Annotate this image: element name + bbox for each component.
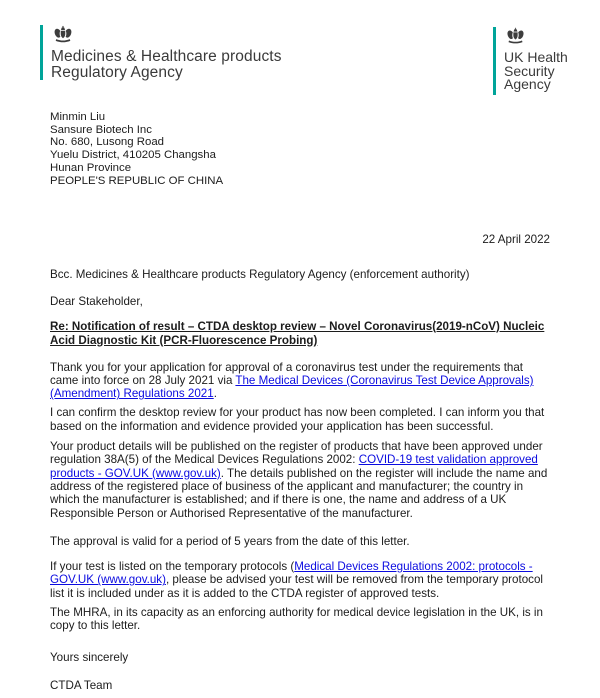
paragraph-text: . The details published on the register will include the name and address of the registered place of business of the applicant and manufacturer; the country in which the manufacturer is established; and if there is one, the name and address of a UK Responsible Person or Authorised Representative of the manufacturer.	[50, 466, 548, 520]
recipient-name: Minmin Liu	[50, 111, 106, 123]
subject-heading: Re: Notification of result – CTDA desktop review – Novel Coronavirus(2019-nCoV) Nucleic Acid Diagnostic Kit (PCR-Fluorescence Probing)	[50, 319, 545, 347]
mhra-logo-text-line1: Medicines & Healthcare products	[51, 48, 282, 65]
mhra-logo	[40, 25, 282, 80]
paragraph-register-details	[50, 440, 553, 520]
recipient-district: Yuelu District, 410205 Changsha	[50, 149, 216, 162]
ukhsa-logo-text-line3: Agency	[504, 76, 551, 92]
link-coronavirus-test-regulations[interactable]: The Medical Devices (Coronavirus Test Device Approvals) (Amendment) Regulations 2021	[50, 373, 534, 401]
royal-crest-icon	[504, 27, 527, 46]
paragraph-review-completed: I can confirm the desktop review for your product has now been completed. I can inform you that based on the information and evidence provided your application has been successful.	[50, 406, 545, 433]
signature: CTDA Team	[50, 678, 113, 692]
bcc-line: Bcc. Medicines & Healthcare products Regulatory Agency (enforcement authority)	[50, 268, 470, 281]
recipient-company: Sansure Biotech Inc	[50, 123, 152, 136]
ukhsa-logo	[493, 27, 568, 95]
salutation: Dear Stakeholder,	[50, 295, 143, 309]
paragraph-mhra-copy: The MHRA, in its capacity as an enforcing authority for medical device legislation in the UK, is in copy to this letter.	[50, 606, 543, 633]
valediction: Yours sincerely	[50, 650, 129, 664]
letter-date: 22 April 2022	[482, 233, 550, 246]
paragraph-temporary-protocols	[50, 560, 553, 600]
recipient-address-block	[50, 111, 223, 187]
paragraph-application-thanks	[50, 361, 553, 401]
mhra-logo-text-line2: Regulatory Agency	[51, 63, 183, 81]
paragraph-approval-validity: The approval is valid for a period of 5 years from the date of this letter.	[50, 534, 410, 548]
ukhsa-logo-text-line1: UK Health	[504, 49, 568, 65]
link-approved-products-register[interactable]: COVID-19 test validation approved products - GOV.UK (www.gov.uk)	[50, 453, 538, 480]
paragraph-text: Your product details will be published on the register of products that have been approved under regulation 38A(5) of the Medical Devices Regulations 2002:	[50, 440, 543, 467]
paragraph-text: If your test is listed on the temporary protocols (	[50, 560, 295, 574]
paragraph-text: , please be advised your test will be removed from the temporary protocol list it is included under as it is added to the CTDA register of approved tests.	[50, 573, 543, 600]
recipient-country: PEOPLE'S REPUBLIC OF CHINA	[50, 174, 224, 187]
paragraph-text: .	[213, 387, 217, 401]
recipient-province: Hunan Province	[50, 161, 132, 174]
recipient-street: No. 680, Lusong Road	[50, 136, 164, 149]
royal-crest-icon	[51, 25, 75, 45]
ukhsa-logo-text-line2: Security	[504, 62, 555, 79]
paragraph-text: Thank you for your application for approval of a coronavirus test under the requirements that came into force on 28 July 2021 via	[50, 360, 524, 387]
letter-body	[50, 268, 553, 692]
link-temporary-protocols[interactable]: Medical Devices Regulations 2002: protocols - GOV.UK (www.gov.uk)	[50, 560, 533, 587]
